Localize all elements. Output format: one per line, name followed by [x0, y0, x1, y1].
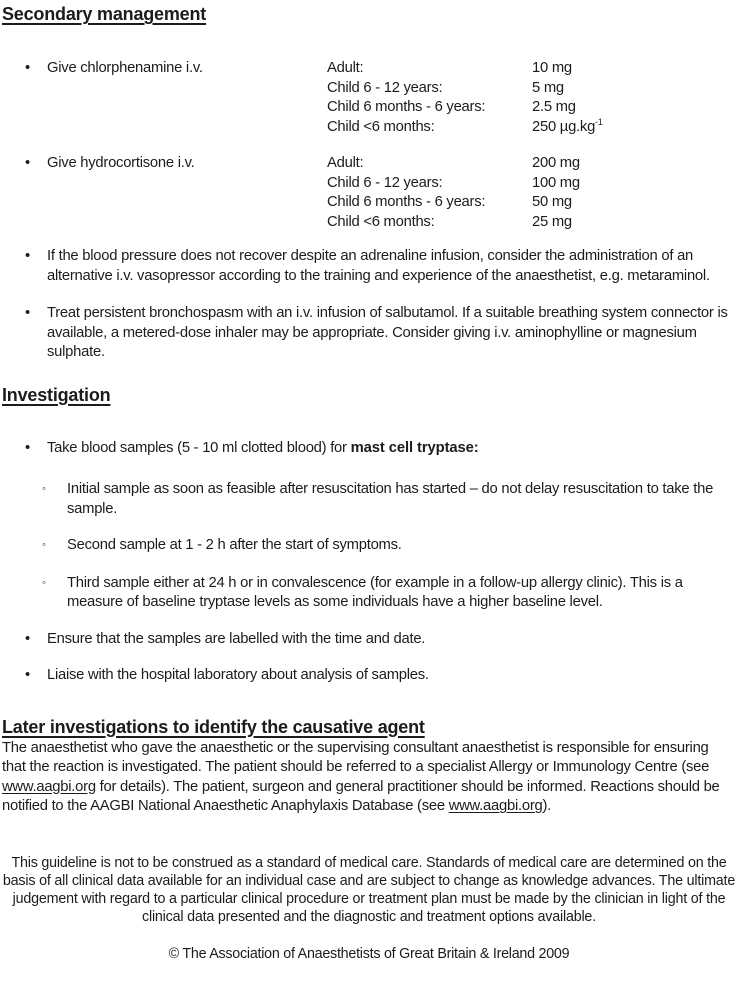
drug-name: Give hydrocortisone i.v. — [47, 155, 195, 171]
dose-row-label: Adult: — [327, 155, 364, 171]
paragraph-text-3: ). — [542, 798, 552, 814]
tryptase-text-pre: Take blood samples (5 - 10 ml clotted blood) for — [47, 439, 351, 456]
dose-row-label: Child 6 - 12 years: — [327, 174, 443, 191]
bullet-text: If the blood pressure does not recover despite an adrenaline infusion, consider the administration of an alternative i.v. vasopressor according to the training and experience of the anaesthetist, e.g. metaraminol. — [47, 248, 710, 284]
bullet-hydrocortisone — [25, 154, 736, 232]
bullet-icon: • — [25, 439, 30, 456]
section-heading-later-investigations — [2, 715, 736, 739]
bullet-icon: • — [25, 667, 30, 683]
tryptase-text-post: : — [473, 439, 479, 456]
bullet-icon: • — [25, 630, 30, 647]
sub-bullet-second-sample — [42, 536, 736, 556]
hydrocortisone-dose-table — [47, 154, 736, 232]
sub-bullet-icon: ◦ — [42, 576, 46, 589]
section-heading-secondary-management-text: Secondary management — [2, 4, 207, 24]
sub-bullet-text: Second sample at 1 - 2 h after the start of symptoms. — [67, 537, 402, 553]
dose-row-value: 200 mg — [532, 155, 580, 171]
sub-bullet-icon: ◦ — [42, 483, 46, 495]
sub-bullet-text: Third sample either at 24 h or in convalescence (for example in a follow-up allergy clinic). This is a measure of baseline tryptase levels as some individuals have a higher baseline level. — [67, 574, 683, 610]
later-investigations-paragraph — [2, 739, 736, 817]
section-heading-investigation — [2, 383, 736, 407]
bullet-text: Ensure that the samples are labelled with the time and date. — [47, 630, 426, 647]
section-heading-investigation-text: Investigation — [2, 384, 111, 405]
bullet-icon: • — [25, 305, 30, 321]
bullet-icon: • — [25, 60, 30, 76]
tryptase-text-bold: mast cell tryptase — [350, 439, 474, 456]
dose-row-value: 2.5 mg — [532, 99, 576, 115]
section-heading-secondary-management — [2, 2, 736, 26]
bullet-bronchospasm — [25, 304, 736, 363]
paragraph-text-2: for details). The patient, surgeon and general practitioner should be informed. Reactions should be notified to the AAGBI National Anaesthetic Anaphylaxis Database (see — [2, 778, 720, 814]
dose-row-value: 10 mg — [532, 60, 572, 76]
bullet-text: Treat persistent bronchospasm with an i.v. infusion of salbutamol. If a suitable breathing system connector is available, a metered-dose inhaler may be appropriate. Consider giving i.v. aminophylline or magnesium sulphate. — [47, 305, 728, 360]
drug-name: Give chlorphenamine i.v. — [47, 60, 203, 76]
disclaimer-text: This guideline is not to be construed as a standard of medical care. Standards of medical care are determined on the basis of all clinical data available for an individual case and are subject to change as knowledge advances. The ultimate judgement with regard to a particular clinical procedure or treatment plan must be made by the clinician in light of the clinical data presented and the diagnostic and treatment options available. — [2, 854, 736, 925]
dose-row-label: Child <6 months: — [327, 213, 435, 230]
paragraph-text-1: The anaesthetist who gave the anaesthetic or the supervising consultant anaesthetist is responsible for ensuring that the reaction is investigated. The patient should be referred to a specialist Allergy or Immunology Centre (see — [2, 739, 710, 775]
bullet-liaise-laboratory — [25, 666, 736, 686]
sub-bullet-icon: ◦ — [42, 539, 46, 551]
dose-row-value: 100 mg — [532, 174, 580, 191]
dose-row-value — [532, 118, 736, 138]
bullet-icon: • — [25, 155, 30, 171]
sub-bullet-text: Initial sample as soon as feasible after resuscitation has started – do not delay resuscitation to take the sample. — [67, 481, 714, 517]
chlorphenamine-dose-table — [47, 59, 736, 137]
dose-row-label: Adult: — [327, 60, 364, 76]
bullet-chlorphenamine — [25, 59, 736, 137]
dose-row-label: Child 6 - 12 years: — [327, 79, 443, 96]
copyright-text: © The Association of Anaesthetists of Great Britain & Ireland 2009 — [168, 945, 570, 962]
bullet-blood-samples — [25, 439, 736, 459]
dose-row-label: Child <6 months: — [327, 118, 435, 135]
dose-row-value: 50 mg — [532, 194, 572, 210]
dose-value-superscript: -1 — [595, 116, 603, 127]
bullet-icon: • — [25, 248, 30, 264]
bullet-label-samples — [25, 630, 736, 650]
sub-bullet-initial-sample — [42, 480, 736, 519]
dose-row-value: 25 mg — [532, 213, 572, 230]
dose-row-label: Child 6 months - 6 years: — [327, 99, 486, 115]
bullet-text: Liaise with the hospital laboratory about analysis of samples. — [47, 667, 429, 683]
sub-bullet-third-sample — [42, 574, 736, 613]
aagbi-link-2[interactable]: www.aagbi.org — [448, 798, 543, 814]
dose-row-label: Child 6 months - 6 years: — [327, 194, 486, 210]
dose-row-value: 5 mg — [532, 79, 564, 96]
bullet-text — [47, 439, 736, 459]
bullet-vasopressor — [25, 247, 736, 286]
dose-value-base: 250 µg.kg — [532, 118, 596, 135]
section-heading-later-investigations-text: Later investigations to identify the causative agent — [2, 716, 425, 737]
aagbi-link-1[interactable]: www.aagbi.org — [2, 778, 96, 795]
